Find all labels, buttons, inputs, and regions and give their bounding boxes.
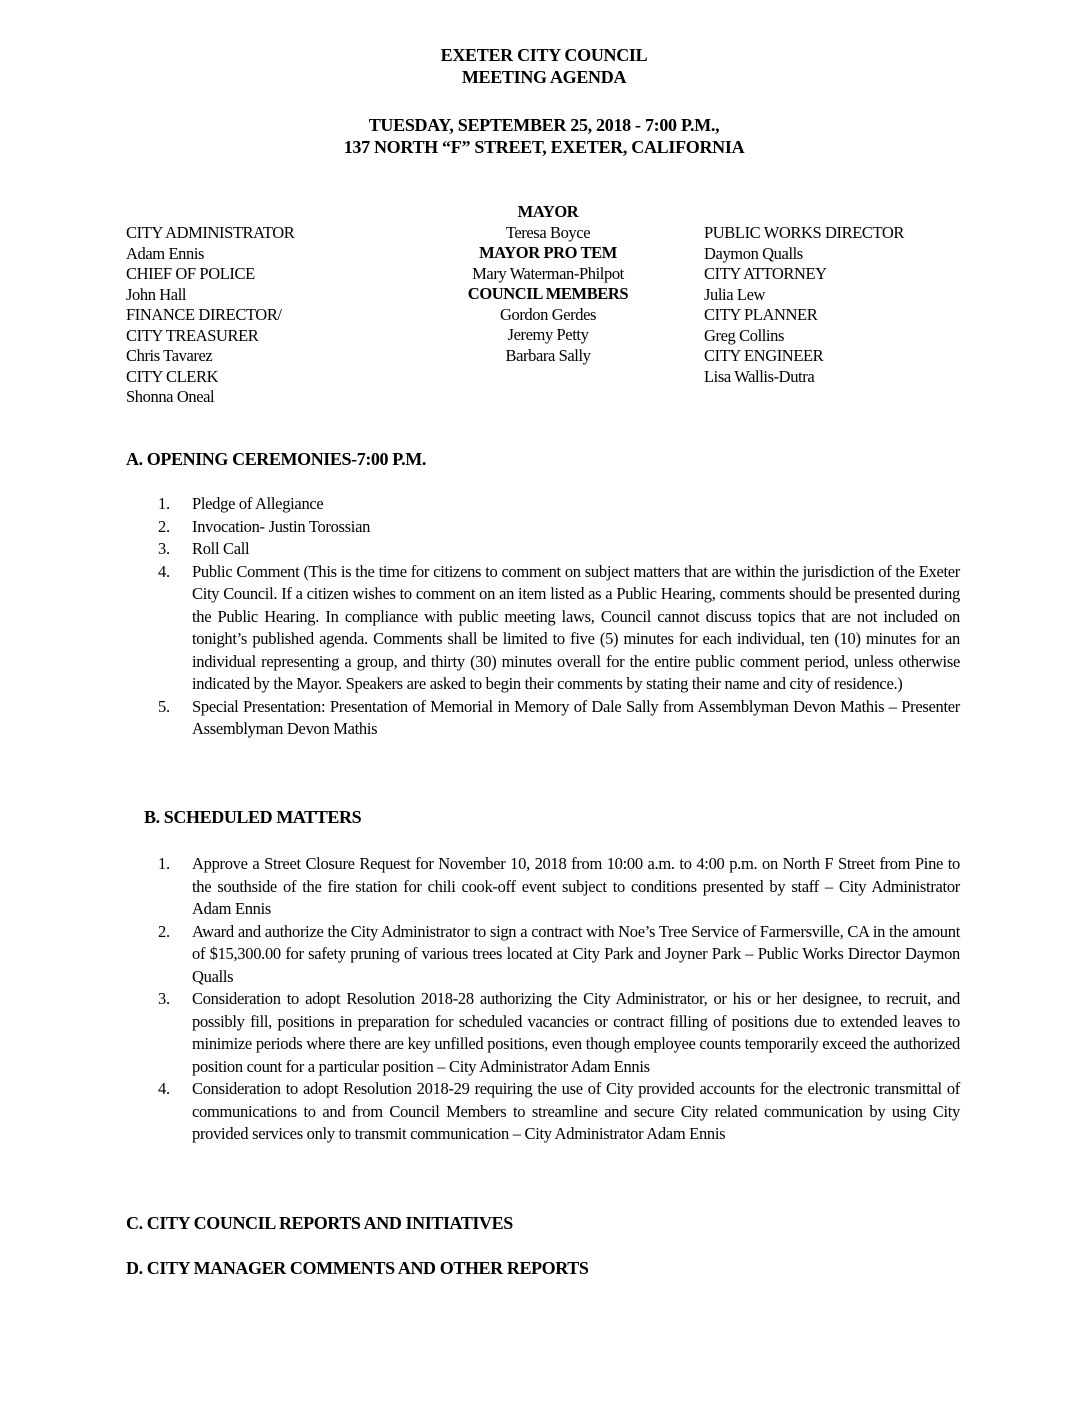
council-name: Gordon Gerdes bbox=[499, 304, 597, 324]
staff-name: Daymon Qualls bbox=[704, 243, 803, 263]
section-c-heading: C. CITY COUNCIL REPORTS AND INITIATIVES bbox=[126, 1213, 513, 1233]
staff-title: CITY ADMINISTRATOR bbox=[126, 223, 295, 242]
staff-title: PUBLIC WORKS DIRECTOR bbox=[704, 223, 905, 242]
section-a-list bbox=[158, 493, 960, 741]
staff-title: FINANCE DIRECTOR/ bbox=[126, 305, 282, 324]
document-title: EXETER CITY COUNCIL bbox=[440, 45, 648, 65]
council-title: MAYOR bbox=[517, 202, 579, 221]
staff-title: CHIEF OF POLICE bbox=[126, 264, 255, 283]
staff-title: CITY PLANNER bbox=[704, 305, 818, 324]
agenda-item bbox=[158, 493, 960, 516]
meeting-address: 137 NORTH “F” STREET, EXETER, CALIFORNIA bbox=[343, 137, 745, 157]
council-name: Mary Waterman-Philpot bbox=[472, 263, 624, 283]
item-text: Invocation- Justin Torossian bbox=[192, 516, 371, 536]
item-text: Public Comment (This is the time for citizens to comment on subject matters that are within the jurisdiction of the Exeter City Council. If a citizen wishes to comment on an item listed as a Public Hearing, comments should be presented during the Public Hearing. In compliance with public meeting laws, Council cannot discuss topics that are not included on tonight’s published agenda. Comments shall be limited to five (5) minutes for each individual, ten (10) minutes for an individual representing a group, and thirty (30) minutes overall for the entire public comment period, unless otherwise indicated by the Mayor. Speakers are asked to begin their comments by stating their name and city of residence.) bbox=[192, 561, 960, 693]
staff-name: Shonna Oneal bbox=[126, 387, 215, 406]
meeting-date: TUESDAY, SEPTEMBER 25, 2018 - 7:00 P.M., bbox=[368, 115, 720, 135]
staff-name: Lisa Wallis-Dutra bbox=[704, 366, 815, 386]
staff-name: Chris Tavarez bbox=[126, 346, 213, 365]
item-number: 1. bbox=[158, 494, 170, 513]
item-number: 2. bbox=[158, 921, 170, 941]
staff-name: John Hall bbox=[126, 284, 187, 304]
item-text: Consideration to adopt Resolution 2018-28 authorizing the City Administrator, or his or her designee, to recruit, and possibly fill, positions in preparation for scheduled vacancies or contract filling of positions due to extended leaves to minimize periods where there are key unfilled positions, even though employee counts temporarily exceed the authorized position count for a particular position – City Administrator Adam Ennis bbox=[192, 989, 960, 1076]
section-a-heading: A. OPENING CEREMONIES-7:00 P.M. bbox=[126, 449, 426, 469]
council-title: MAYOR PRO TEM bbox=[479, 243, 617, 262]
staff-name: Adam Ennis bbox=[126, 243, 205, 263]
agenda-item bbox=[158, 853, 960, 921]
item-text: Pledge of Allegiance bbox=[192, 494, 324, 513]
staff-title: CITY ATTORNEY bbox=[704, 264, 827, 283]
item-number: 4. bbox=[158, 561, 170, 581]
staff-title: CITY CLERK bbox=[126, 366, 219, 386]
section-b-list bbox=[158, 853, 960, 1146]
council-name: Teresa Boyce bbox=[505, 222, 591, 242]
item-text: Award and authorize the City Administrator to sign a contract with Noe’s Tree Service of Farmersville, CA in the amount of $15,300.00 for safety pruning of various trees located at City Park and Joyner Park – Public Works Director Daymon Qualls bbox=[192, 921, 960, 986]
agenda-item bbox=[158, 561, 960, 696]
item-text: Special Presentation: Presentation of Memorial in Memory of Dale Sally from Assemblyman Devon Mathis – Presenter Assemblyman Devon Mathis bbox=[192, 696, 960, 738]
document-subtitle: MEETING AGENDA bbox=[461, 67, 627, 87]
section-d-heading: D. CITY MANAGER COMMENTS AND OTHER REPORTS bbox=[126, 1258, 589, 1278]
staff-column-council bbox=[380, 202, 716, 366]
item-number: 4. bbox=[158, 1079, 170, 1098]
item-number: 3. bbox=[158, 539, 170, 558]
agenda-item bbox=[158, 516, 960, 539]
staff-column-left bbox=[126, 223, 294, 408]
item-number: 2. bbox=[158, 516, 170, 536]
item-text: Approve a Street Closure Request for November 10, 2018 from 10:00 a.m. to 4:00 p.m. on North F Street from Pine to the southside of the fire station for chili cook-off event subject to conditions presented by staff – City Administrator Adam Ennis bbox=[192, 854, 960, 918]
council-name: Barbara Sally bbox=[505, 345, 591, 365]
agenda-item bbox=[158, 1078, 960, 1146]
agenda-item bbox=[158, 988, 960, 1078]
item-number: 3. bbox=[158, 989, 170, 1008]
council-title: COUNCIL MEMBERS bbox=[467, 284, 629, 303]
agenda-item bbox=[158, 921, 960, 989]
staff-column-right bbox=[704, 223, 904, 387]
agenda-item bbox=[158, 696, 960, 741]
section-b-heading: B. SCHEDULED MATTERS bbox=[144, 807, 362, 827]
item-text: Roll Call bbox=[192, 539, 250, 558]
item-number: 5. bbox=[158, 696, 170, 716]
item-number: 1. bbox=[158, 854, 170, 873]
staff-name: Greg Collins bbox=[704, 325, 784, 345]
agenda-item bbox=[158, 538, 960, 561]
item-text: Consideration to adopt Resolution 2018-29 requiring the use of City provided accounts for the electronic transmittal of communications to and from Council Members to streamline and secure City related communication by using City provided services only to transmit communication – City Administrator Adam Ennis bbox=[192, 1079, 960, 1143]
staff-name: Julia Lew bbox=[704, 284, 766, 304]
staff-title: CITY ENGINEER bbox=[704, 346, 824, 365]
staff-title: CITY TREASURER bbox=[126, 325, 259, 345]
council-name: Jeremy Petty bbox=[507, 325, 589, 344]
